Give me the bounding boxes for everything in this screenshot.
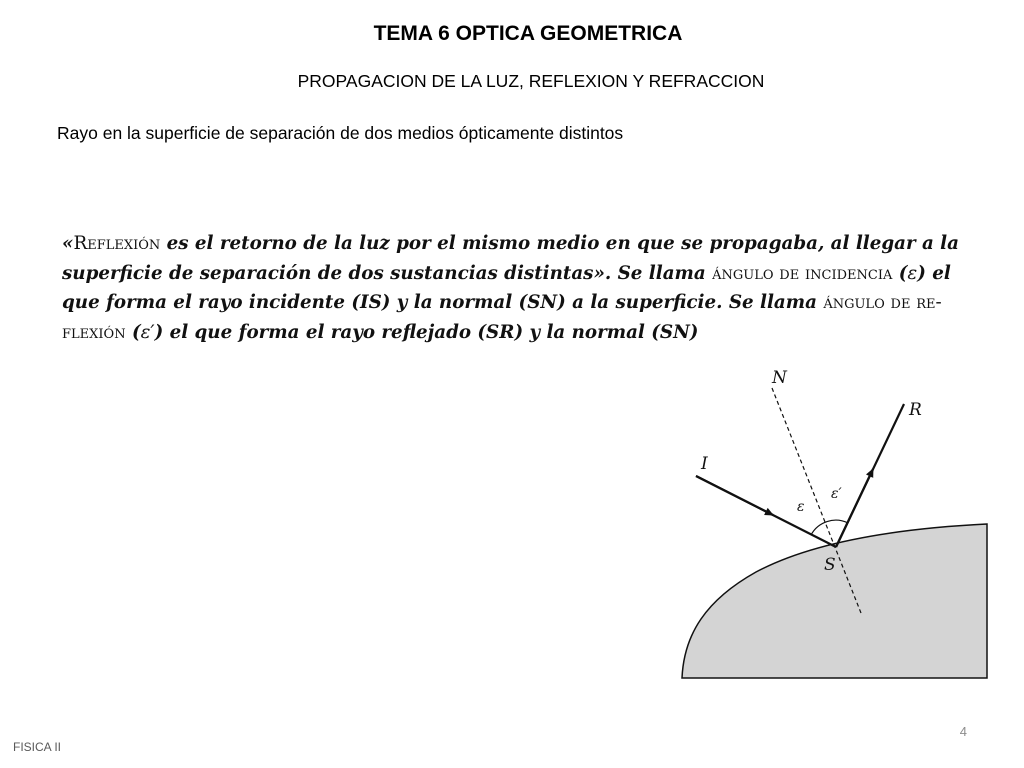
quote-line-2 <box>62 259 962 289</box>
quote-text: superficie de separación de dos sustancias distintas». Se llama <box>62 262 713 284</box>
reflected-ray-arrow <box>836 469 873 547</box>
quote-text: « <box>62 233 74 254</box>
page-number: 4 <box>959 724 967 739</box>
slide-title: TEMA 6 OPTICA GEOMETRICA <box>373 22 683 45</box>
quote-text: ( <box>892 262 908 284</box>
footer-course-name: FISICA II <box>13 740 62 754</box>
quote-smallcaps: flexión <box>62 321 126 343</box>
label-reflected-r: R <box>909 400 922 420</box>
epsilon-symbol: ε <box>907 262 918 284</box>
quote-line-3 <box>62 288 962 318</box>
quote-text: que forma el rayo incidente (IS) y la normal (SN) a la superficie. Se llama <box>62 292 824 313</box>
quote-text: ) el <box>917 262 951 284</box>
incident-ray-arrow <box>696 476 773 515</box>
quote-smallcaps: ángulo de re- <box>823 292 942 313</box>
quote-smallcaps: Reflexión <box>73 233 161 254</box>
label-normal-n: N <box>772 368 787 388</box>
reflection-diagram-svg <box>676 358 991 684</box>
quote-text: ( <box>125 321 141 343</box>
reflection-definition-quote <box>62 229 962 347</box>
quote-text: es el retorno de la luz por el mismo medio en que se propagaba, al llegar a la <box>160 233 959 254</box>
label-angle-reflection: ε′ <box>831 486 842 502</box>
label-incident-i: I <box>701 454 708 474</box>
quote-line-4 <box>62 318 962 348</box>
intro-text: Rayo en la superficie de separación de dos medios ópticamente distintos <box>57 123 624 143</box>
quote-smallcaps: ángulo de incidencia <box>712 262 893 284</box>
label-angle-incidence: ε <box>797 499 805 515</box>
reflection-diagram <box>676 358 991 684</box>
epsilon-prime-symbol: ε′ <box>140 321 155 343</box>
slide-subtitle: PROPAGACION DE LA LUZ, REFLEXION Y REFRACCION <box>297 71 765 91</box>
quote-line-1 <box>62 229 962 259</box>
quote-text: ) el que forma el rayo reflejado (SR) y la normal (SN) <box>154 321 699 343</box>
label-point-s: S <box>824 555 836 575</box>
